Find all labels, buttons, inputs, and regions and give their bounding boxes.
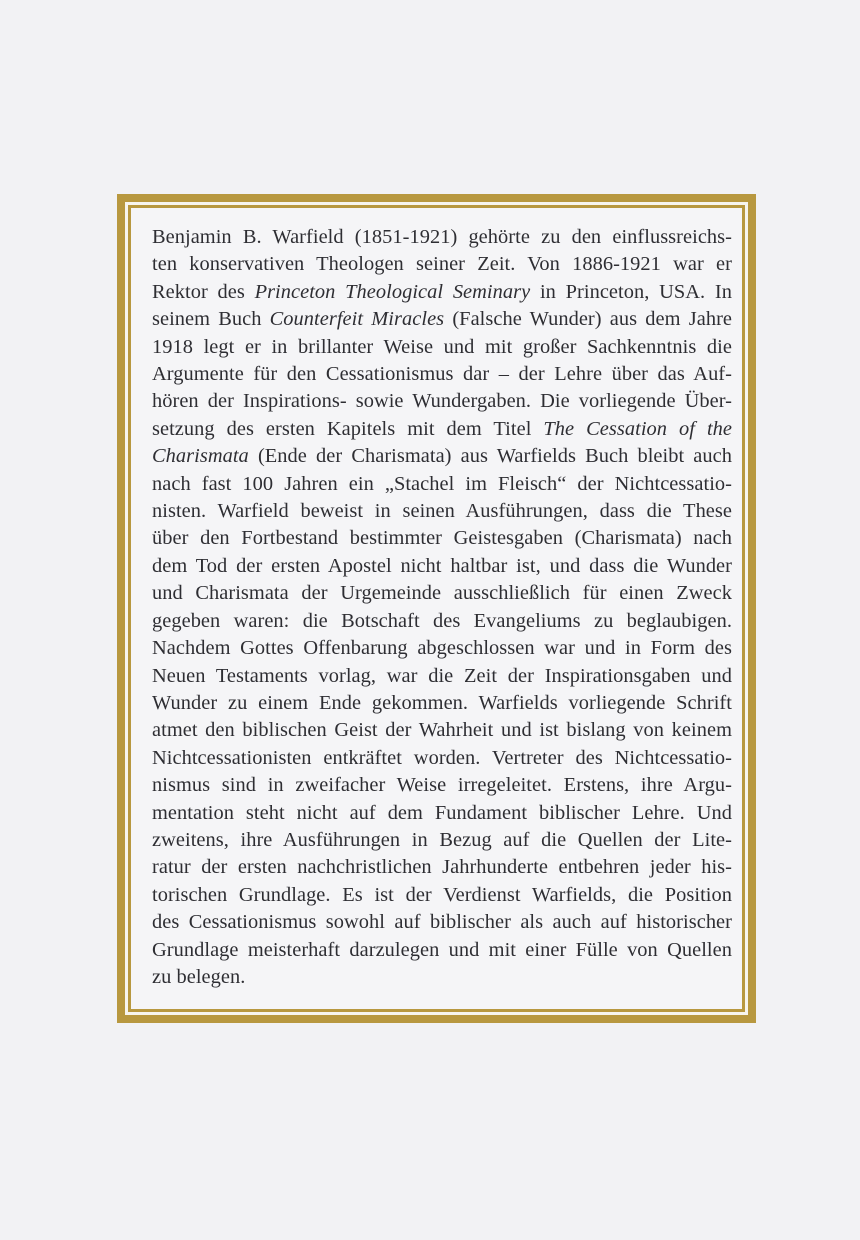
blurb-line bbox=[152, 471, 732, 498]
blurb-text: nach fast 100 Jahren ein „Stachel im Fleisch“ der Nichtcessatio- bbox=[152, 472, 732, 495]
blurb-text: seinem Buch bbox=[152, 308, 270, 331]
blurb-line bbox=[152, 800, 732, 827]
blurb-line bbox=[152, 854, 732, 881]
blurb-text: Nichtcessationisten entkräftet worden. Vertreter des Nichtcessatio- bbox=[152, 746, 732, 769]
blurb-line bbox=[152, 608, 732, 635]
blurb-line bbox=[152, 882, 732, 909]
blurb-text: Grundlage meisterhaft darzulegen und mit einer Fülle von Quellen bbox=[152, 938, 732, 961]
blurb-text: Argumente für den Cessationismus dar – der Lehre über das Auf- bbox=[152, 363, 732, 386]
blurb-text: (Falsche Wunder) aus dem Jahre bbox=[444, 308, 733, 331]
blurb-text: ten konservativen Theologen seiner Zeit. Von 1886-1921 war er bbox=[152, 253, 732, 276]
blurb-line bbox=[152, 827, 732, 854]
blurb-line bbox=[152, 279, 732, 306]
decorative-frame-outer bbox=[117, 194, 756, 1023]
blurb-text: und Charismata der Urgemeinde ausschließlich für einen Zweck bbox=[152, 582, 732, 605]
blurb-text: atmet den biblischen Geist der Wahrheit und ist bislang von keinem bbox=[152, 719, 732, 742]
blurb-text: hören der Inspirations- sowie Wundergaben. Die vorliegende Über- bbox=[152, 390, 732, 413]
blurb-text: Rektor des bbox=[152, 280, 255, 303]
blurb-text: Nachdem Gottes Offenbarung abgeschlossen war und in Form des bbox=[152, 637, 732, 660]
blurb-text: des Cessationismus sowohl auf biblischer als auch auf historischer bbox=[152, 911, 732, 934]
blurb-italic-title: The Cessation of the bbox=[543, 417, 732, 440]
blurb-line bbox=[152, 361, 732, 388]
blurb-line bbox=[152, 745, 732, 772]
blurb-italic-title: Counterfeit Miracles bbox=[269, 308, 445, 331]
blurb-text: Neuen Testaments vorlag, war die Zeit der Inspirationsgaben und bbox=[152, 664, 732, 687]
blurb-text: zu belegen. bbox=[152, 965, 246, 988]
blurb-line bbox=[152, 772, 732, 799]
blurb-line bbox=[152, 635, 732, 662]
back-cover-blurb bbox=[152, 224, 732, 991]
blurb-line bbox=[152, 443, 732, 470]
blurb-text: nismus sind in zweifacher Weise irregeleitet. Erstens, ihre Argu- bbox=[152, 774, 732, 797]
blurb-text: setzung des ersten Kapitels mit dem Titel bbox=[152, 417, 544, 440]
blurb-line bbox=[152, 334, 732, 361]
blurb-line bbox=[152, 663, 732, 690]
blurb-italic-title: Charismata bbox=[152, 445, 249, 468]
decorative-frame-gap bbox=[125, 202, 748, 1015]
blurb-text: dem Tod der ersten Apostel nicht haltbar ist, und dass die Wunder bbox=[152, 554, 732, 577]
blurb-text: Benjamin B. Warfield (1851-1921) gehörte zu den einflussreichs- bbox=[152, 226, 732, 248]
blurb-italic-title: Princeton Theological Seminary bbox=[254, 280, 531, 303]
blurb-line bbox=[152, 498, 732, 525]
blurb-line bbox=[152, 388, 732, 415]
blurb-line bbox=[152, 580, 732, 607]
blurb-text: zweitens, ihre Ausführungen in Bezug auf die Quellen der Lite- bbox=[152, 828, 732, 851]
blurb-text: über den Fortbestand bestimmter Geistesgaben (Charismata) nach bbox=[152, 527, 732, 550]
blurb-line bbox=[152, 251, 732, 278]
blurb-line bbox=[152, 553, 732, 580]
blurb-text: mentation steht nicht auf dem Fundament biblischer Lehre. Und bbox=[152, 801, 732, 824]
blurb-text: Wunder zu einem Ende gekommen. Warfields vorliegende Schrift bbox=[152, 691, 732, 714]
decorative-frame-inner bbox=[128, 205, 745, 1012]
blurb-text: gegeben waren: die Botschaft des Evangeliums zu beglaubigen. bbox=[152, 609, 732, 632]
blurb-line bbox=[152, 416, 732, 443]
blurb-text: in Princeton, USA. In bbox=[530, 280, 732, 303]
blurb-text: 1918 legt er in brillanter Weise und mit großer Sachkenntnis die bbox=[152, 335, 732, 358]
blurb-line bbox=[152, 909, 732, 936]
blurb-line bbox=[152, 964, 732, 991]
blurb-line bbox=[152, 224, 732, 251]
blurb-text: ratur der ersten nachchristlichen Jahrhunderte entbehren jeder his- bbox=[152, 856, 732, 879]
blurb-line bbox=[152, 937, 732, 964]
blurb-line bbox=[152, 690, 732, 717]
blurb-line bbox=[152, 306, 732, 333]
blurb-line bbox=[152, 525, 732, 552]
blurb-text: (Ende der Charismata) aus Warfields Buch bleibt auch bbox=[248, 445, 732, 468]
blurb-text: nisten. Warfield beweist in seinen Ausführungen, dass die These bbox=[152, 500, 732, 523]
blurb-panel bbox=[131, 208, 742, 1009]
blurb-line bbox=[152, 717, 732, 744]
blurb-text: torischen Grundlage. Es ist der Verdienst Warfields, die Position bbox=[152, 883, 732, 906]
